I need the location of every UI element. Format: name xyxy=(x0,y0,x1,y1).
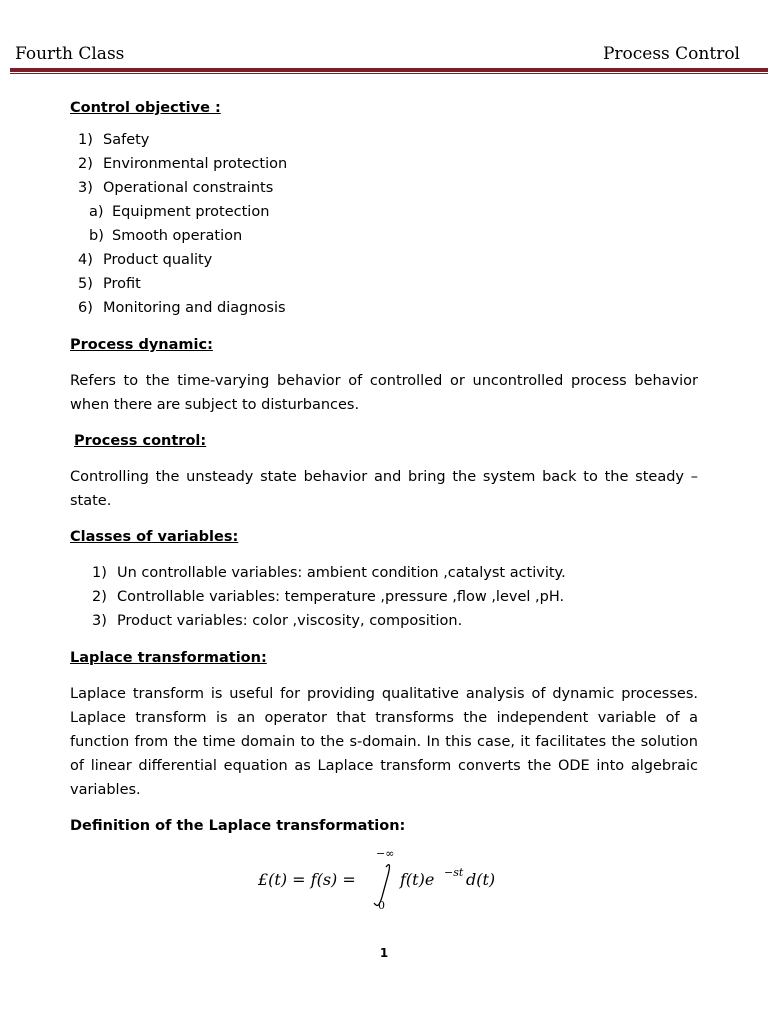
item-number: 1) xyxy=(78,132,93,148)
item-text: Environmental protection xyxy=(103,156,288,172)
list-subitem xyxy=(70,200,698,224)
item-number: 6) xyxy=(78,300,93,316)
list-item xyxy=(70,609,698,633)
equation-integrand: f(t)e xyxy=(400,870,435,889)
list-item xyxy=(70,176,698,200)
page-number: 1 xyxy=(379,946,389,960)
laplace-paragraph: Laplace transform is useful for providing qualitative analysis of dynamic processes. Laplace transform is an operator that transforms the independent variable of a function from the time domain to the s-domain. In this case, it facilitates the solution of linear differential equation as Laplace transform converts the ODE into algebraic variables. xyxy=(70,686,698,798)
item-text: Un controllable variables: ambient condition ,catalyst activity. xyxy=(117,565,566,581)
item-number: 5) xyxy=(78,276,93,292)
item-text: Controllable variables: temperature ,pressure ,flow ,level ,pH. xyxy=(117,589,565,605)
list-item xyxy=(70,152,698,176)
item-number: 2) xyxy=(78,156,93,172)
dynamic-paragraph: Refers to the time-varying behavior of controlled or uncontrolled process behavior when there are subject to disturbances. xyxy=(70,373,698,413)
classes-list xyxy=(70,561,698,633)
equation-lhs: £(t) = f(s) = xyxy=(258,870,356,889)
item-letter: b) xyxy=(89,228,104,244)
item-text: Smooth operation xyxy=(112,228,243,244)
item-text: Profit xyxy=(103,276,141,292)
list-item xyxy=(70,272,698,296)
item-text: Safety xyxy=(103,132,150,148)
item-number: 1) xyxy=(92,565,107,581)
header-rule-thin xyxy=(10,73,768,74)
list-item xyxy=(70,585,698,609)
item-text: Monitoring and diagnosis xyxy=(103,300,286,316)
page-header xyxy=(0,40,768,70)
item-text: Equipment protection xyxy=(112,204,270,220)
integral-upper-limit: −∞ xyxy=(376,847,395,860)
classes-heading: Classes of variables: xyxy=(70,529,239,545)
objective-list xyxy=(70,128,698,320)
list-item xyxy=(70,248,698,272)
item-number: 3) xyxy=(78,180,93,196)
item-number: 2) xyxy=(92,589,107,605)
equation-exponent: −st xyxy=(444,866,464,879)
item-text: Operational constraints xyxy=(103,180,274,196)
list-item xyxy=(70,296,698,320)
dynamic-heading: Process dynamic: xyxy=(70,337,213,353)
control-heading: Process control: xyxy=(74,433,207,449)
page-content xyxy=(70,96,698,838)
header-rule xyxy=(10,68,768,72)
header-subject: Process Control xyxy=(602,44,740,64)
definition-heading: Definition of the Laplace transformation: xyxy=(70,818,406,834)
laplace-heading: Laplace transformation: xyxy=(70,650,267,666)
item-letter: a) xyxy=(89,204,104,220)
objective-heading: Control objective : xyxy=(70,100,221,116)
laplace-equation xyxy=(258,845,518,915)
item-number: 4) xyxy=(78,252,93,268)
list-item xyxy=(70,561,698,585)
integral-lower-limit: 0 xyxy=(378,899,385,912)
list-subitem xyxy=(70,224,698,248)
equation-differential: d(t) xyxy=(466,870,496,889)
item-text: Product quality xyxy=(103,252,213,268)
item-text: Product variables: color ,viscosity, composition. xyxy=(117,613,463,629)
control-paragraph: Controlling the unsteady state behavior and bring the system back to the steady – state. xyxy=(70,469,698,509)
item-number: 3) xyxy=(92,613,107,629)
list-item xyxy=(70,128,698,152)
header-course: Fourth Class xyxy=(15,44,125,64)
